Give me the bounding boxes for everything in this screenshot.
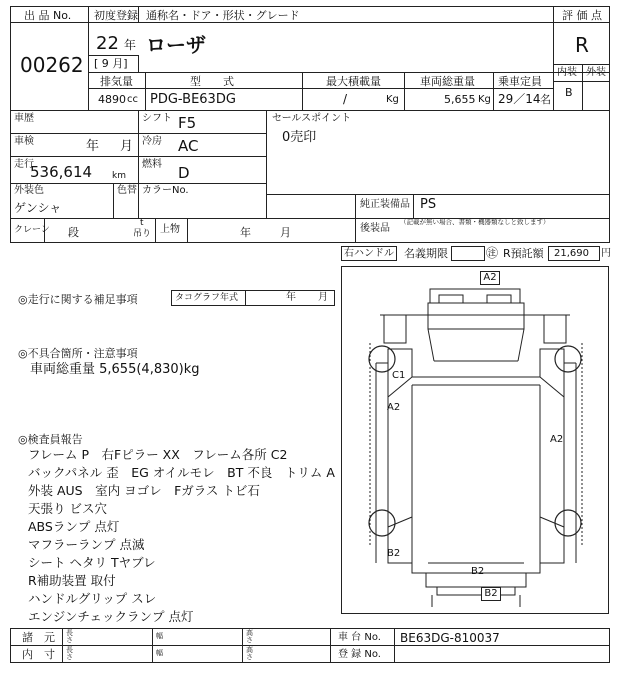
inspector-line: シート ヘタリ Tヤブレ	[28, 555, 156, 570]
exterior-label: 外装	[586, 67, 606, 78]
inspector-line: ハンドルグリップ スレ	[28, 591, 157, 606]
inspector-line: フレーム P 右Fピラー XX フレーム各所 C2	[28, 447, 288, 462]
model-code-label: 型 式	[190, 75, 234, 88]
inspection-month: 月	[120, 139, 134, 154]
recycle-value: 21,690	[554, 248, 589, 259]
capacity-label: 乗車定員	[498, 75, 542, 88]
interior-label: 内装	[557, 67, 577, 78]
color-no-label: カラーNo.	[142, 185, 189, 196]
length-label: 長さ	[66, 629, 73, 644]
inspector-line: 天張り ビス穴	[28, 501, 107, 516]
interior-grade: B	[565, 86, 573, 99]
damage-mark: A2	[480, 271, 500, 285]
aftermarket-label: 後装品	[360, 223, 390, 234]
car-name: ローザ	[146, 33, 206, 57]
driving-remarks-label: ◎走行に関する補足事項	[18, 293, 138, 306]
lot-no-label: 出 品 No.	[24, 9, 72, 22]
year-unit: 年	[124, 38, 137, 52]
mileage-value: 536,614	[30, 163, 93, 181]
inspector-label: ◎検査員報告	[18, 433, 83, 446]
first-reg-label: 初度登録	[94, 9, 138, 22]
chassis-label: 車 台 No.	[338, 632, 381, 643]
fuel-value: D	[178, 164, 190, 182]
ac-label: 冷房	[142, 136, 162, 147]
chassis-no: BE63DG-810037	[400, 631, 500, 645]
crane-t: t	[140, 218, 144, 228]
inner-length-label: 長さ	[66, 646, 73, 661]
history-label: 車歴	[14, 113, 34, 124]
genuine-equip-value: PS	[420, 197, 437, 212]
shift-label: シフト	[142, 113, 172, 124]
capacity-unit: 名	[540, 93, 551, 106]
rating-label: 評 価 点	[562, 9, 602, 22]
rating-value: R	[575, 33, 589, 57]
color-value: ゲンシャ	[14, 201, 62, 215]
inspector-line: マフラーランプ 点滅	[28, 537, 145, 552]
vehicle-diagram	[341, 266, 609, 614]
reg-no-label: 登 録 No.	[338, 649, 381, 660]
displacement: 4890	[98, 93, 126, 106]
upper-month: 月	[280, 226, 291, 239]
sales-point-label: セールスポイント	[272, 113, 352, 124]
mileage-unit: km	[112, 171, 126, 181]
recycle-label: R預託額	[503, 247, 544, 260]
tacho-label: タコグラフ年式	[175, 293, 239, 303]
inspector-line: 外装 AUS 室内 ヨゴレ Fガラス トビ石	[28, 483, 260, 498]
gross-weight: 5,655	[444, 93, 476, 106]
recycle-unit: 円	[601, 248, 611, 259]
displacement-unit: cc	[127, 94, 138, 105]
max-load-unit: Kg	[386, 94, 399, 105]
genuine-equip-label: 純正装備品	[360, 199, 410, 210]
damage-mark: B2	[387, 548, 401, 559]
aftermarket-note: （記載が無い場合、書類・機器類なしと致します）	[400, 218, 550, 226]
tax-label: ㊟	[486, 246, 499, 260]
tacho-month: 月	[318, 292, 328, 303]
sales-point-value: 0売印	[282, 130, 317, 145]
damage-mark: B2	[481, 587, 501, 601]
inspector-line: バックパネル 歪 EG オイルモレ BT 不良 トリム A	[28, 465, 335, 480]
defects-label: ◎不具合箇所・注意事項	[18, 347, 138, 360]
max-load-label: 最大積載量	[326, 75, 381, 88]
ac-value: AC	[178, 137, 199, 155]
right-hand-label: 右ハンドル	[344, 248, 394, 259]
inner-size-label: 内 寸	[22, 648, 55, 661]
damage-mark: B2	[471, 566, 485, 577]
gross-weight-label: 車両総重量	[420, 75, 475, 88]
model-code: PDG-BE63DG	[150, 92, 236, 107]
width-label: 幅	[156, 632, 163, 640]
crane-label: クレーン	[14, 225, 50, 235]
shift-value: F5	[178, 114, 197, 132]
defects-text: 車両総重量 5,655(4,830)kg	[30, 362, 200, 377]
color-swap-label: 色替	[117, 185, 137, 196]
height-label: 高さ	[246, 629, 253, 644]
crane-tsuri: 吊り	[133, 229, 152, 239]
model-label: 通称名・ドア・形状・グレード	[146, 9, 300, 22]
crane-dan: 段	[68, 226, 79, 239]
bus-outline-diagram	[342, 267, 610, 615]
tacho-year: 年	[286, 292, 296, 303]
name-change-box	[451, 246, 485, 261]
name-change-label: 名義期限	[404, 247, 448, 260]
color-label: 外装色	[14, 185, 44, 196]
inner-height-label: 高さ	[246, 646, 253, 661]
inspector-line: R補助装置 取付	[28, 573, 116, 588]
damage-mark: C1	[392, 370, 406, 381]
gross-weight-unit: Kg	[478, 94, 491, 105]
reg-year: 22	[96, 33, 119, 54]
inspector-line: ABSランプ 点灯	[28, 519, 120, 534]
max-load: /	[343, 92, 348, 106]
damage-mark: A2	[387, 402, 401, 413]
damage-mark: A2	[550, 434, 564, 445]
size-label: 諸 元	[22, 631, 55, 644]
displacement-label: 排気量	[100, 75, 133, 88]
inspector-line: エンジンチェックランプ 点灯	[28, 609, 194, 624]
upper-label: 上物	[160, 224, 180, 235]
fuel-label: 燃料	[142, 159, 162, 170]
reg-month: [ 9 月]	[94, 57, 128, 70]
upper-year: 年	[240, 226, 251, 239]
inspection-year: 年	[86, 139, 100, 154]
mileage-label: 走行	[14, 159, 34, 170]
capacity: 29／14	[498, 92, 541, 106]
inspection-label: 車検	[14, 136, 34, 147]
inner-width-label: 幅	[156, 649, 163, 657]
lot-no: 00262	[20, 53, 84, 77]
